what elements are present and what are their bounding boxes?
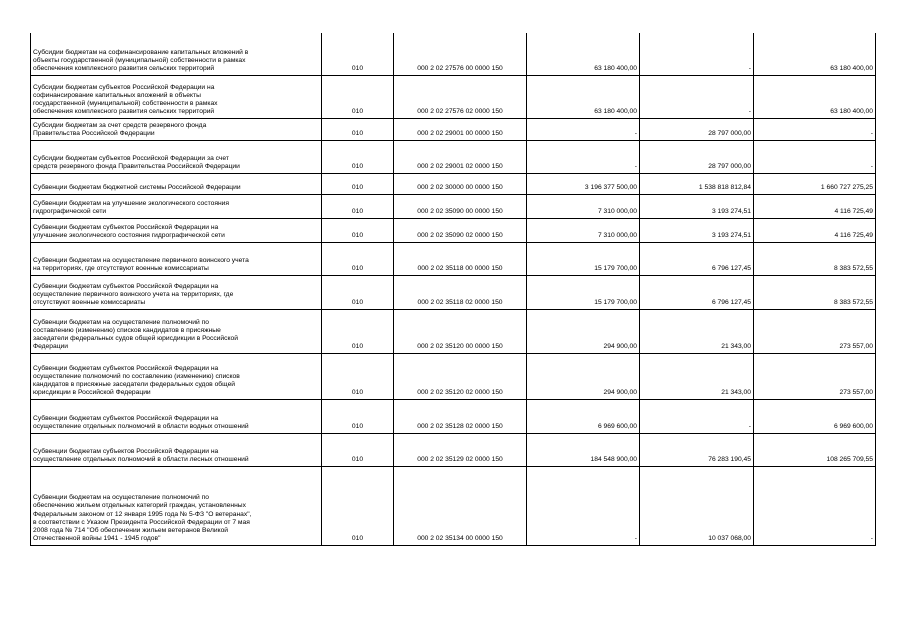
row-code: 010 — [322, 353, 394, 399]
row-kbk: 000 2 02 29001 00 0000 150 — [394, 118, 527, 140]
row-remainder: 4 116 725,49 — [754, 194, 876, 218]
row-code: 010 — [322, 242, 394, 275]
row-remainder: 8 383 572,55 — [754, 242, 876, 275]
row-executed: 6 796 127,45 — [640, 242, 754, 275]
row-approved: 294 900,00 — [527, 309, 640, 353]
row-code: 010 — [322, 466, 394, 545]
row-approved: 6 969 600,00 — [527, 399, 640, 433]
row-kbk: 000 2 02 27576 02 0000 150 — [394, 75, 527, 118]
row-kbk: 000 2 02 30000 00 0000 150 — [394, 173, 527, 194]
row-approved: 184 548 900,00 — [527, 433, 640, 466]
row-executed: 21 343,00 — [640, 309, 754, 353]
row-name: Субвенции бюджетам субъектов Российской Федерации на осуществление полномочий по составлению (изменению) списков кандидатов в присяжные заседатели федеральных судов общей юрисдикции в Российской Федерации — [31, 353, 322, 399]
row-kbk: 000 2 02 35118 00 0000 150 — [394, 242, 527, 275]
row-code: 010 — [322, 118, 394, 140]
row-name: Субвенции бюджетам на осуществление полномочий по обеспечению жильем отдельных категорий граждан, установленных Федеральным законом от 12 января 1995 года № 5-ФЗ "О ветеранах", в соответствии с Указом Президента Российской Федерации от 7 мая 2008 года № 714 "Об обеспечении жильем ветеранов Великой Отечественной войны 1941 - 1945 годов" — [31, 466, 322, 545]
row-kbk: 000 2 02 35120 02 0000 150 — [394, 353, 527, 399]
row-remainder: - — [754, 466, 876, 545]
row-approved: - — [527, 140, 640, 173]
row-executed: 6 796 127,45 — [640, 275, 754, 309]
table-row — [31, 399, 876, 433]
table-row — [31, 353, 876, 399]
row-remainder: 4 116 725,49 — [754, 218, 876, 242]
row-code: 010 — [322, 218, 394, 242]
row-remainder: 273 557,00 — [754, 309, 876, 353]
row-kbk: 000 2 02 35090 00 0000 150 — [394, 194, 527, 218]
row-remainder: 273 557,00 — [754, 353, 876, 399]
row-kbk: 000 2 02 29001 02 0000 150 — [394, 140, 527, 173]
table-row — [31, 140, 876, 173]
row-kbk: 000 2 02 27576 00 0000 150 — [394, 33, 527, 75]
row-remainder: - — [754, 118, 876, 140]
row-approved: 7 310 000,00 — [527, 194, 640, 218]
row-name: Субвенции бюджетам на осуществление полномочий по составлению (изменению) списков кандидатов в присяжные заседатели федеральных судов общей юрисдикции в Российской Федерации — [31, 309, 322, 353]
row-name: Субвенции бюджетам на улучшение экологического состояния гидрографической сети — [31, 194, 322, 218]
row-kbk: 000 2 02 35128 02 0000 150 — [394, 399, 527, 433]
row-executed: - — [640, 399, 754, 433]
row-name: Субсидии бюджетам за счет средств резервного фонда Правительства Российской Федерации — [31, 118, 322, 140]
row-approved: - — [527, 118, 640, 140]
row-kbk: 000 2 02 35129 02 0000 150 — [394, 433, 527, 466]
row-remainder: 108 265 709,55 — [754, 433, 876, 466]
row-approved: 7 310 000,00 — [527, 218, 640, 242]
table-row — [31, 218, 876, 242]
table-row — [31, 242, 876, 275]
row-remainder: 63 180 400,00 — [754, 75, 876, 118]
row-code: 010 — [322, 275, 394, 309]
row-executed: 28 797 000,00 — [640, 140, 754, 173]
row-code: 010 — [322, 433, 394, 466]
row-remainder: 1 660 727 275,25 — [754, 173, 876, 194]
row-approved: 63 180 400,00 — [527, 75, 640, 118]
row-approved: - — [527, 466, 640, 545]
row-name: Субвенции бюджетам субъектов Российской Федерации на осуществление первичного воинского учета на территориях, где отсутствуют военные комиссариаты — [31, 275, 322, 309]
row-approved: 294 900,00 — [527, 353, 640, 399]
row-remainder: 8 383 572,55 — [754, 275, 876, 309]
row-code: 010 — [322, 194, 394, 218]
row-remainder: 6 969 600,00 — [754, 399, 876, 433]
report-table-body — [31, 33, 876, 545]
row-executed: 10 037 068,00 — [640, 466, 754, 545]
row-executed: 21 343,00 — [640, 353, 754, 399]
table-row — [31, 75, 876, 118]
row-kbk: 000 2 02 35120 00 0000 150 — [394, 309, 527, 353]
row-kbk: 000 2 02 35134 00 0000 150 — [394, 466, 527, 545]
row-name: Субвенции бюджетам бюджетной системы Российской Федерации — [31, 173, 322, 194]
row-name: Субвенции бюджетам субъектов Российской Федерации на осуществление отдельных полномочий в области лесных отношений — [31, 433, 322, 466]
row-name: Субвенции бюджетам на осуществление первичного воинского учета на территориях, где отсутствуют военные комиссариаты — [31, 242, 322, 275]
row-code: 010 — [322, 173, 394, 194]
table-row — [31, 275, 876, 309]
table-row — [31, 309, 876, 353]
table-row — [31, 466, 876, 545]
row-approved: 15 179 700,00 — [527, 242, 640, 275]
row-approved: 3 196 377 500,00 — [527, 173, 640, 194]
row-code: 010 — [322, 75, 394, 118]
row-name: Субвенции бюджетам субъектов Российской Федерации на улучшение экологического состояния гидрографической сети — [31, 218, 322, 242]
report-table — [30, 33, 876, 546]
row-executed: 3 193 274,51 — [640, 194, 754, 218]
row-remainder: 63 180 400,00 — [754, 33, 876, 75]
row-executed: - — [640, 75, 754, 118]
row-code: 010 — [322, 309, 394, 353]
row-name: Субсидии бюджетам на софинансирование капитальных вложений в объекты государственной (муниципальной) собственности в рамках обеспечения комплексного развития сельских территорий — [31, 33, 322, 75]
row-remainder: - — [754, 140, 876, 173]
row-executed: 1 538 818 812,84 — [640, 173, 754, 194]
row-approved: 15 179 700,00 — [527, 275, 640, 309]
row-executed: - — [640, 33, 754, 75]
table-row — [31, 194, 876, 218]
row-code: 010 — [322, 33, 394, 75]
row-name: Субсидии бюджетам субъектов Российской Федерации на софинансирование капитальных вложений в объекты государственной (муниципальной) собственности в рамках обеспечения комплексного развития сельских территорий — [31, 75, 322, 118]
table-row — [31, 173, 876, 194]
row-executed: 3 193 274,51 — [640, 218, 754, 242]
row-code: 010 — [322, 140, 394, 173]
row-kbk: 000 2 02 35090 02 0000 150 — [394, 218, 527, 242]
row-kbk: 000 2 02 35118 02 0000 150 — [394, 275, 527, 309]
row-name: Субсидии бюджетам субъектов Российской Федерации за счет средств резервного фонда Правительства Российской Федерации — [31, 140, 322, 173]
table-row — [31, 33, 876, 75]
row-name: Субвенции бюджетам субъектов Российской Федерации на осуществление отдельных полномочий в области водных отношений — [31, 399, 322, 433]
table-row — [31, 118, 876, 140]
table-row — [31, 433, 876, 466]
row-executed: 28 797 000,00 — [640, 118, 754, 140]
row-code: 010 — [322, 399, 394, 433]
row-approved: 63 180 400,00 — [527, 33, 640, 75]
row-executed: 76 283 190,45 — [640, 433, 754, 466]
